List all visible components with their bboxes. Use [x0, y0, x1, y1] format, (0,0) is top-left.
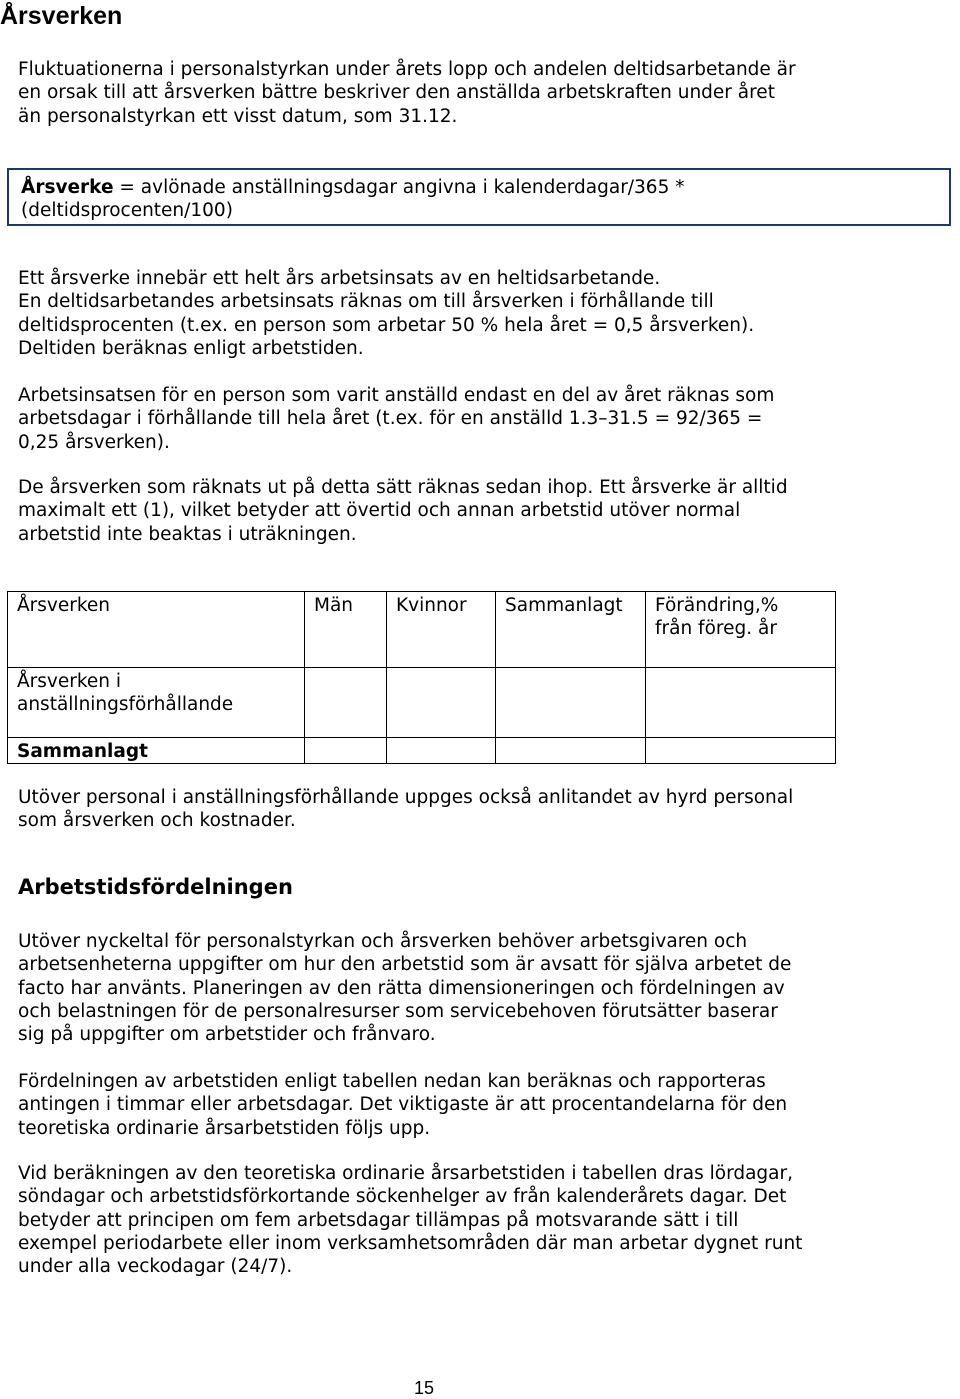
hired-personnel-paragraph: Utöver personal i anställningsförhållande uppges också anlitandet av hyrd personal som årsverken och kostnader. [18, 787, 794, 832]
table-row-label: Sammanlagt [8, 738, 305, 764]
formula-box [7, 168, 951, 226]
arsverken-table [7, 591, 836, 764]
table-row [8, 668, 836, 738]
page-number: 15 [414, 1378, 435, 1398]
table-header-cell: Kvinnor [387, 592, 496, 668]
table-cell [496, 668, 646, 738]
table-header-cell: Förändring,% från föreg. år [646, 592, 836, 668]
page-title: Årsverken [0, 2, 123, 30]
table-header-cell: Årsverken [8, 592, 305, 668]
definition-paragraph: Ett årsverke innebär ett helt års arbetsinsats av en heltidsarbetande. En deltidsarbetandes arbetsinsats räknas om till årsverken i förhållande till deltidsprocenten (t.ex. en person som arbetar 50 % hela året = 0,5 årsverken). Deltiden beräknas enligt arbetstiden. [18, 268, 755, 359]
summing-paragraph: De årsverken som räknats ut på detta sätt räknas sedan ihop. Ett årsverke är alltid maximalt ett (1), vilket betyder att övertid och annan arbetstid utöver normal arbetstid inte beaktas i uträkningen. [18, 477, 788, 545]
table-header-cell: Sammanlagt [496, 592, 646, 668]
formula-text [21, 176, 684, 223]
table-row [8, 738, 836, 764]
table-cell [305, 738, 387, 764]
worktime-paragraph: Utöver nyckeltal för personalstyrkan och årsverken behöver arbetsgivaren och arbetsenheterna uppgifter om hur den arbetstid som är avsatt för själva arbetet de facto har använts. Planeringen av den rätta dimensioneringen och fördelningen av och belastningen för de personalresurser som servicebehoven förutsätter baserar sig på uppgifter om arbetstider och frånvaro. [18, 931, 792, 1046]
table-cell [646, 668, 836, 738]
table-cell [496, 738, 646, 764]
calculation-paragraph: Vid beräkningen av den teoretiska ordinarie årsarbetstiden i tabellen dras lördagar, söndagar och arbetstidsförkortande söckenhelger av från kalenderårets dagar. Det betyder att principen om fem arbetsdagar tillämpas på motsvarande sätt i till exempel periodarbete eller inom verksamhetsområden där man arbetar dygnet runt under alla veckodagar (24/7). [18, 1163, 803, 1278]
section-title: Arbetstidsfördelningen [18, 875, 293, 899]
table-row-label: Årsverken i anställningsförhållande [8, 668, 305, 738]
table-cell [305, 668, 387, 738]
table-header-cell: Män [305, 592, 387, 668]
table-header-row [8, 592, 836, 668]
intro-paragraph: Fluktuationerna i personalstyrkan under årets lopp och andelen deltidsarbetande är en orsak till att årsverken bättre beskriver den anställda arbetskraften under året än personalstyrkan ett visst datum, som 31.12. [18, 59, 796, 127]
table-cell [387, 668, 496, 738]
table-cell [387, 738, 496, 764]
formula-definition: = avlönade anställningsdagar angivna i kalenderdagar/365 * (deltidsprocenten/100) [21, 177, 685, 222]
distribution-paragraph: Fördelningen av arbetstiden enligt tabellen nedan kan beräknas och rapporteras antingen i timmar eller arbetsdagar. Det viktigaste är att procentandelarna för den teoretiska ordinarie årsarbetstiden följs upp. [18, 1071, 788, 1139]
partial-year-paragraph: Arbetsinsatsen för en person som varit anställd endast en del av året räknas som arbetsdagar i förhållande till hela året (t.ex. för en anställd 1.3–31.5 = 92/365 = 0,25 årsverken). [18, 385, 775, 453]
formula-term: Årsverke [21, 177, 114, 198]
table-cell [646, 738, 836, 764]
